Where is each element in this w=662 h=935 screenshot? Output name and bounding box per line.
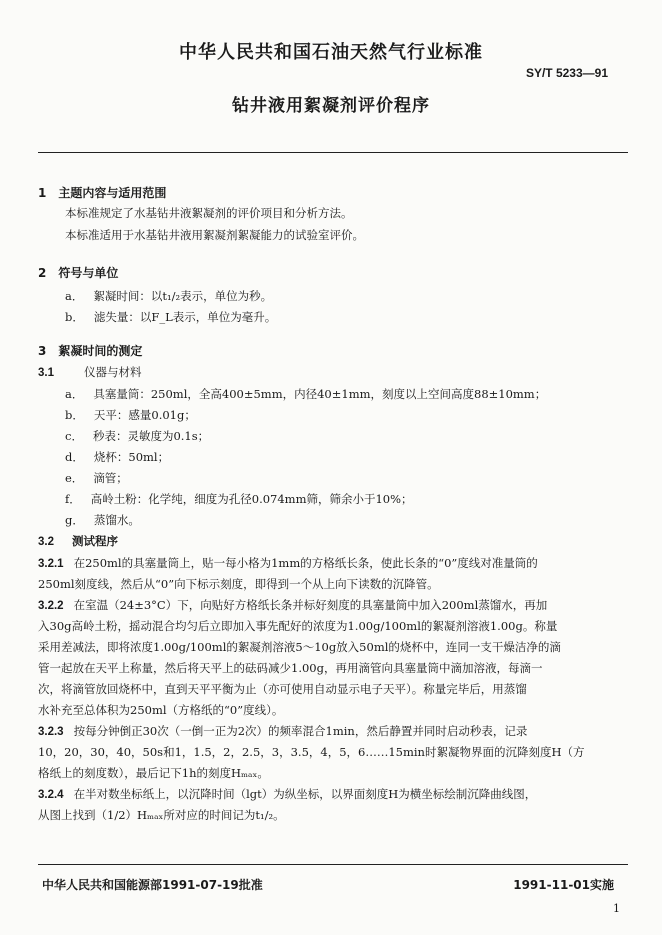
item-label: d． <box>65 450 84 464</box>
standard-category-title: 中华人民共和国石油天然气行业标准 <box>179 42 483 63</box>
section-3-heading: 3 絮凝时间的测定 <box>38 344 143 358</box>
document-title: 钻井液用絮凝剂评价程序 <box>232 96 430 116</box>
paragraph-number: 3.2.1 <box>38 558 64 570</box>
subsection-title: 仪器与材料 <box>84 365 142 379</box>
paragraph-text: 在室温（24±3°C）下，向贴好方格纸长条并标好刻度的具塞量筒中加入200ml蒸馏水，再加 <box>73 598 548 612</box>
equipment-item-g <box>65 510 140 531</box>
equipment-item-d <box>65 447 169 468</box>
equipment-item-f <box>65 489 413 510</box>
paragraph-number: 3.2.4 <box>38 789 64 801</box>
top-divider <box>38 152 628 153</box>
subsection-title: 测试程序 <box>72 534 118 548</box>
equipment-item-e <box>65 468 128 489</box>
item-text: 高岭土粉：化学纯，细度为孔径0.074mm筛，筛余小于10%； <box>90 492 413 506</box>
item-label: f． <box>65 492 81 506</box>
item-label: c． <box>65 429 83 443</box>
paragraph-3-2-1-line-2: 250ml刻度线，然后从“0”向下标示刻度，即得到一个从上向下读数的沉降管。 <box>38 577 439 591</box>
subsection-number: 3.2 <box>38 536 54 548</box>
paragraph-text: 按每分钟倒正30次（一倒一正为2次）的频率混合1min，然后静置并同时启动秒表，记录 <box>73 724 528 738</box>
paragraph-3-2-2-line-6: 水补充至总体积为250ml（方格纸的“0”度线）。 <box>38 703 284 717</box>
subsection-3-2-heading <box>38 531 118 553</box>
paragraph-number: 3.2.2 <box>38 600 64 612</box>
item-text: 絮凝时间：以t₁/₂表示，单位为秒。 <box>93 289 273 303</box>
equipment-item-c <box>65 426 209 447</box>
implementation-date: 1991-11-01实施 <box>513 878 614 892</box>
paragraph-3-2-2-line-5: 次，将滴管放回烧杯中，直到天平平衡为止（亦可使用自动显示电子天平）。称量完毕后，用蒸馏 <box>38 682 527 696</box>
approval-note: 中华人民共和国能源部1991-07-19批准 <box>42 878 263 892</box>
bottom-divider <box>38 864 628 865</box>
section-1-heading: 1 主题内容与适用范围 <box>38 186 167 200</box>
paragraph-3-2-1-line-1 <box>38 553 538 575</box>
equipment-item-a <box>65 384 546 405</box>
paragraph-3-2-2-line-2: 入30g高岭土粉，摇动混合均匀后立即加入事先配好的浓度为1.00g/100ml的絮凝剂溶液1.00g。称量 <box>38 619 558 633</box>
item-text: 天平：感量0.01g； <box>93 408 196 422</box>
item-label: e． <box>65 471 84 485</box>
paragraph-text: 在250ml的具塞量筒上，贴一每小格为1mm的方格纸长条，使此长条的“0”度线对准量筒的 <box>73 556 538 570</box>
paragraph-3-2-4-line-2: 从图上找到（1/2）Hₘₐₓ所对应的时间记为t₁/₂。 <box>38 808 285 822</box>
subsection-3-1-heading <box>38 362 142 384</box>
subsection-number: 3.1 <box>38 367 54 379</box>
item-text: 秒表：灵敏度为0.1s； <box>92 429 210 443</box>
item-text: 具塞量筒：250ml，全高400±5mm，内径40±1mm，刻度以上空间高度88±10mm； <box>93 387 547 401</box>
item-label: b． <box>65 408 84 422</box>
paragraph-text: 在半对数坐标纸上，以沉降时间（lgt）为纵坐标，以界面刻度H为横坐标绘制沉降曲线图， <box>73 787 537 801</box>
paragraph-3-2-2-line-1 <box>38 595 547 617</box>
equipment-item-b <box>65 405 196 426</box>
paragraph-3-2-3-line-1 <box>38 721 527 743</box>
item-label: b． <box>65 310 84 324</box>
standard-code: SY/T 5233—91 <box>525 66 608 80</box>
section-1-line-2: 本标准适用于水基钻井液用絮凝剂絮凝能力的试验室评价。 <box>65 228 364 242</box>
paragraph-3-2-2-line-3: 采用差减法，即将浓度1.00g/100ml的絮凝剂溶液5～10g放入50ml的烧杯中，连同一支干燥洁净的滴 <box>38 640 561 654</box>
page-number: 1 <box>613 902 620 915</box>
item-text: 滴管； <box>93 471 128 485</box>
paragraph-3-2-4-line-1 <box>38 784 536 806</box>
section-2-item-b <box>65 307 276 328</box>
paragraph-3-2-3-line-2: 10，20，30，40，50s和1，1.5，2，2.5，3，3.5，4，5，6……15min时絮凝物界面的沉降刻度H（方 <box>38 745 585 759</box>
paragraph-3-2-2-line-4: 管一起放在天平上称量，然后将天平上的砝码减少1.00g，再用滴管向具塞量筒中滴加溶液，每滴一 <box>38 661 543 675</box>
item-label: g． <box>65 513 84 527</box>
paragraph-number: 3.2.3 <box>38 726 64 738</box>
item-label: a． <box>65 387 84 401</box>
item-text: 滤失量：以F_L表示，单位为毫升。 <box>93 310 277 324</box>
item-text: 蒸馏水。 <box>93 513 140 527</box>
section-2-item-a <box>65 286 272 307</box>
section-1-line-1: 本标准规定了水基钻井液絮凝剂的评价项目和分析方法。 <box>65 206 353 220</box>
section-2-heading: 2 符号与单位 <box>38 266 119 280</box>
item-text: 烧杯：50ml； <box>93 450 170 464</box>
paragraph-3-2-3-line-3: 格纸上的刻度数），最后记下1h的刻度Hₘₐₓ。 <box>38 766 269 780</box>
item-label: a． <box>65 289 84 303</box>
